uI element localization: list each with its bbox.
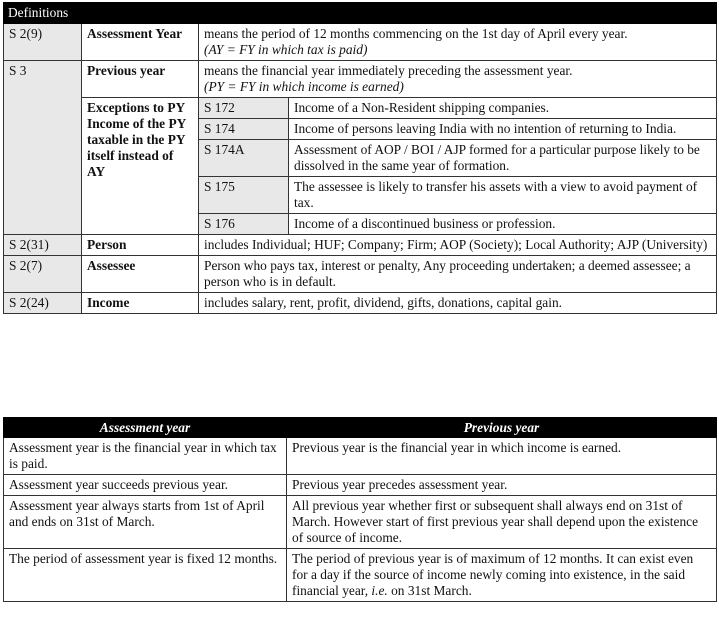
term-cell: Assessment Year <box>82 24 199 61</box>
exception-section: S 174 <box>199 119 289 140</box>
py-text-end: on 31st March. <box>387 583 472 598</box>
meaning-note: (AY = FY in which tax is paid) <box>204 42 368 57</box>
term-cell: Previous year <box>82 61 199 98</box>
exception-text: Income of a Non-Resident shipping companies. <box>289 98 717 119</box>
meaning-note: (PY = FY in which income is earned) <box>204 79 404 94</box>
meaning-cell: Person who pays tax, interest or penalty, Any proceeding undertaken; a deemed assessee; a person who is in default. <box>199 256 717 293</box>
table-row <box>4 24 717 61</box>
section-cell: S 2(7) <box>4 256 82 293</box>
table-row <box>4 61 717 98</box>
comparison-table <box>3 417 717 602</box>
exception-section: S 174A <box>199 140 289 177</box>
section-cell: S 3 <box>4 61 82 235</box>
meaning-cell <box>199 61 717 98</box>
py-text-italic: i.e. <box>371 583 388 598</box>
table-row <box>4 293 717 314</box>
meaning-cell <box>199 24 717 61</box>
exception-text: Income of persons leaving India with no intention of returning to India. <box>289 119 717 140</box>
exception-text: Assessment of AOP / BOI / AJP formed for a particular purpose likely to be dissolved in the same year of formation. <box>289 140 717 177</box>
table-row <box>4 475 717 496</box>
meaning-text: means the period of 12 months commencing on the 1st day of April every year. <box>204 26 628 41</box>
table-row <box>4 235 717 256</box>
ay-cell: Assessment year is the financial year in which tax is paid. <box>4 438 287 475</box>
definitions-table <box>3 2 717 314</box>
meaning-cell: includes salary, rent, profit, dividend, gifts, donations, capital gain. <box>199 293 717 314</box>
section-cell: S 2(31) <box>4 235 82 256</box>
term-cell: Assessee <box>82 256 199 293</box>
comparison-header-row <box>4 418 717 438</box>
exceptions-term: Exceptions to PY Income of the PY taxable in the PY itself instead of AY <box>82 98 199 235</box>
py-cell: Previous year precedes assessment year. <box>287 475 717 496</box>
meaning-text: means the financial year immediately preceding the assessment year. <box>204 63 573 78</box>
ay-cell: Assessment year succeeds previous year. <box>4 475 287 496</box>
exception-section: S 175 <box>199 177 289 214</box>
exception-row <box>4 98 717 119</box>
term-cell: Person <box>82 235 199 256</box>
exception-text: Income of a discontinued business or profession. <box>289 214 717 235</box>
exception-text: The assessee is likely to transfer his assets with a view to avoid payment of tax. <box>289 177 717 214</box>
previous-year-header: Previous year <box>287 418 717 438</box>
ay-cell: The period of assessment year is fixed 12 months. <box>4 549 287 602</box>
table-row <box>4 496 717 549</box>
exception-section: S 176 <box>199 214 289 235</box>
section-cell: S 2(9) <box>4 24 82 61</box>
exception-section: S 172 <box>199 98 289 119</box>
definitions-header: Definitions <box>4 3 717 24</box>
table-row <box>4 549 717 602</box>
ay-cell: Assessment year always starts from 1st of April and ends on 31st of March. <box>4 496 287 549</box>
term-cell: Income <box>82 293 199 314</box>
section-cell: S 2(24) <box>4 293 82 314</box>
py-cell: All previous year whether first or subsequent shall always end on 31st of March. However start of first previous year shall depend upon the existence of source of income. <box>287 496 717 549</box>
py-cell <box>287 549 717 602</box>
py-cell: Previous year is the financial year in which income is earned. <box>287 438 717 475</box>
table-row <box>4 256 717 293</box>
py-text: The period of previous year is of maximum of 12 months. It can exist even for a day if the source of income newly coming into existence, in the said financial year, <box>292 551 694 598</box>
meaning-cell: includes Individual; HUF; Company; Firm; AOP (Society); Local Authority; AJP (University) <box>199 235 717 256</box>
table-row <box>4 438 717 475</box>
assessment-year-header: Assessment year <box>4 418 287 438</box>
